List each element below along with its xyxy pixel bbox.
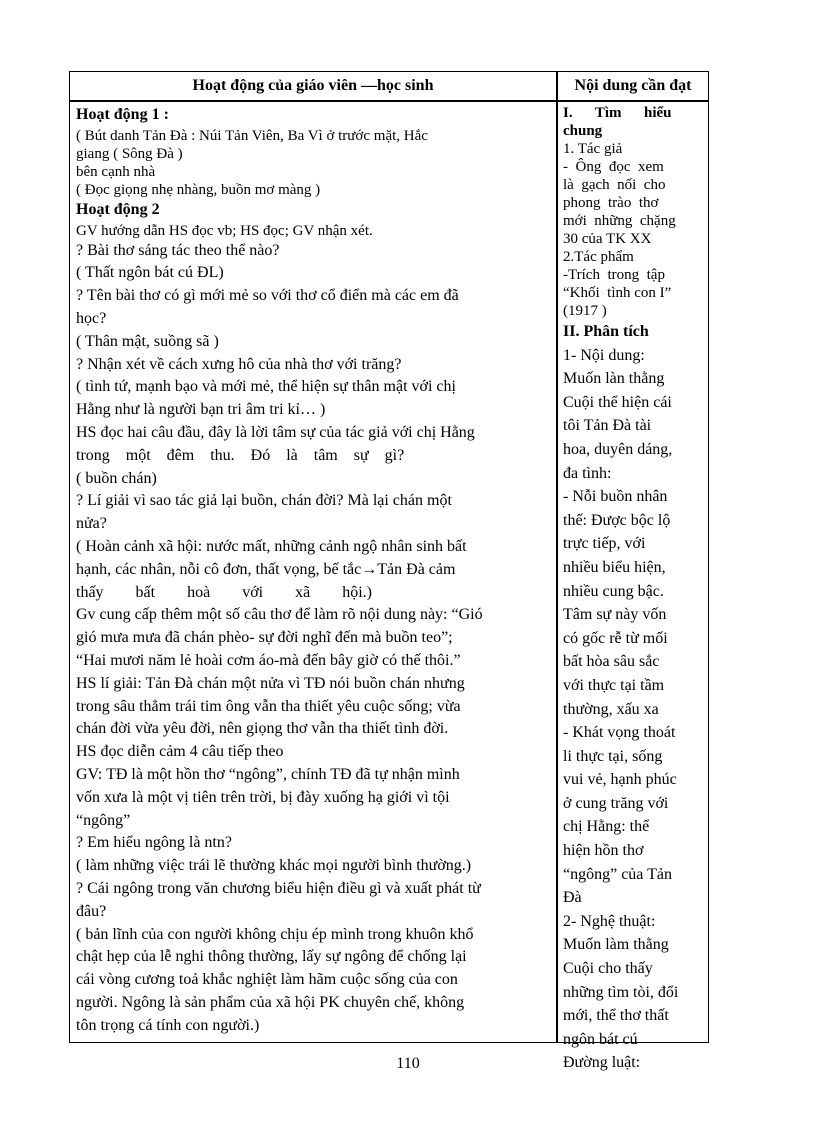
text-line: ? Bài thơ sáng tác theo thể nào? [76, 241, 280, 259]
text-line: “Hai mươi năm lẻ hoài cơm áo-mà đến bây giờ có thế thôi.” [76, 651, 461, 669]
text-line: hạnh, các nhân, nỗi cô đơn, thất vọng, bế tắc→Tản Đà cảm [76, 560, 456, 578]
text-line: ( Đọc giọng nhẹ nhàng, buồn mơ màng ) [76, 181, 321, 198]
text-line: chán đời vừa yêu đời, nên giọng thơ vẫn tha thiết tình đời. [76, 720, 449, 738]
text-line: Đà [563, 889, 582, 907]
text-line: - Ông đọc xem [563, 159, 664, 175]
text-line: nửa? [76, 515, 107, 533]
text-line: 2- Nghệ thuật: [563, 912, 656, 930]
text-line: bên cạnh nhà [76, 163, 156, 180]
text-line: gió mưa mưa đã chán phèo- sự đời nghĩ đến mà buồn teo”; [76, 629, 453, 647]
text-line: 2.Tác phẩm [563, 249, 634, 265]
text-line: ( Bút danh Tản Đà : Núi Tản Viên, Ba Vì ở trước mặt, Hắc [76, 127, 428, 144]
text-line: Hoạt động 1 : [76, 106, 169, 123]
text-line: ? Tên bài thơ có gì mới mẻ so với thơ cổ điển mà các em đã [76, 287, 459, 305]
text-line: chị Hằng: thể [563, 818, 650, 836]
text-line: HS đọc hai câu đầu, đây là lời tâm sự của tác giả với chị Hằng [76, 423, 475, 441]
text-line: ? Cái ngông trong văn chương biểu hiện điều gì và xuất phát từ [76, 879, 481, 897]
text-line: có gốc rễ từ mối [563, 629, 668, 647]
text-line: (1917 ) [563, 303, 607, 319]
page-number: 110 [396, 1055, 420, 1072]
text-line: nhiều biểu hiện, [563, 558, 666, 576]
text-line: trực tiếp, với [563, 535, 646, 553]
text-line: HS đọc diễn cảm 4 câu tiếp theo [76, 743, 284, 761]
text-line: trong sâu thẳm trái tim ông vẫn tha thiết yêu cuộc sống; vừa [76, 697, 461, 715]
text-line: - Nỗi buồn nhân [563, 488, 668, 506]
text-line: ( Hoàn cảnh xã hội: nước mất, những cảnh ngộ nhân sinh bất [76, 537, 467, 555]
text-line: nhiều cung bậc. [563, 582, 664, 600]
text-line: 1- Nội dung: [563, 346, 645, 364]
text-line: 1. Tác giả [563, 141, 623, 157]
text-line: ngôn bát cú [563, 1030, 638, 1048]
text-line: ( bản lĩnh của con người không chịu ép mình trong khuôn khổ [76, 925, 474, 943]
text-line: thường, xấu xa [563, 700, 659, 718]
text-line: HS lí giải: Tản Đà chán một nửa vì TĐ nói buồn chán nhưng [76, 674, 465, 692]
text-line: phong trào thơ [563, 195, 659, 211]
text-line: là gạch nối cho [563, 177, 666, 193]
text-line: 30 của TK XX [563, 231, 652, 247]
text-line: hoa, duyên dáng, [563, 440, 673, 458]
text-line: chung [563, 123, 603, 139]
right-column-content [563, 104, 705, 1075]
text-line: mới những chặng [563, 213, 676, 229]
text-line: người. Ngông là sản phẩm của xã hội PK chuyên chế, không [76, 993, 465, 1011]
text-line: ? Nhận xét về cách xưng hô của nhà thơ với trăng? [76, 355, 402, 373]
text-line: Hằng như là người bạn tri âm tri kỉ… ) [76, 401, 326, 419]
text-line: cái vòng cương toả khắc nghiệt làm hãm cuộc sống của con [76, 971, 458, 989]
text-line: “ngông” của Tản [563, 865, 672, 883]
text-line: hiện hồn thơ [563, 842, 644, 860]
text-line: GV hướng dẫn HS đọc vb; HS đọc; GV nhận xét. [76, 222, 373, 239]
text-line: giang ( Sông Đà ) [76, 145, 183, 162]
text-line: vui vẻ, hạnh phúc [563, 771, 677, 789]
text-line: Gv cung cấp thêm một số câu thơ để làm rõ nội dung này: “Gió [76, 606, 483, 624]
text-line: Muốn làn thằng [563, 370, 665, 388]
text-line: li thực tại, sống [563, 747, 663, 765]
text-line: “Khối tình con I” [563, 285, 672, 301]
left-column-activities [76, 104, 552, 1037]
text-line: “ngông” [76, 811, 131, 829]
text-line: ở cung trăng với [563, 794, 669, 812]
text-line: Đường luật: [563, 1054, 641, 1072]
text-line: tôi Tản Đà tài [563, 417, 652, 435]
text-line: ( làm những việc trái lẽ thường khác mọi người bình thường.) [76, 857, 472, 875]
text-line: GV: TĐ là một hồn thơ “ngông”, chính TĐ đã tự nhận mình [76, 765, 460, 783]
text-line: ? Em hiểu ngông là ntn? [76, 834, 232, 852]
text-line: II. Phân tích [563, 323, 649, 340]
header-required-content: Nội dung cần đạt [574, 77, 692, 94]
text-line: ( buồn chán) [76, 469, 157, 487]
text-line: - Khát vọng thoát [563, 724, 676, 742]
text-line: đa tình: [563, 464, 612, 482]
text-line: ( Thất ngôn bát cú ĐL) [76, 264, 224, 282]
text-line: vốn xưa là một vị tiên trên trời, bị đày xuống hạ giới vì tội [76, 788, 450, 806]
text-line: Tâm sự này vốn [563, 606, 667, 624]
table-header-row [70, 72, 708, 102]
text-line: Cuội thể hiện cái [563, 393, 672, 411]
text-line: I. Tìm hiểu [563, 105, 672, 121]
text-line: học? [76, 309, 107, 327]
text-line: -Trích trong tập [563, 267, 665, 283]
text-line: với thực tại tầm [563, 676, 665, 694]
text-line: ? Lí giải vì sao tác giả lại buồn, chán đời? Mà lại chán một [76, 492, 452, 510]
text-line: Cuội cho thấy [563, 960, 653, 978]
text-line: trong một đêm thu. Đó là tâm sự gì? [76, 446, 405, 464]
text-line: Hoạt động 2 [76, 200, 160, 218]
text-line: thấy bất hoà với xã hội.) [76, 583, 372, 601]
text-line: chật hẹp của lễ nghi thông thường, lấy sự ngông để chống lại [76, 948, 467, 966]
text-line: đâu? [76, 902, 107, 920]
text-line: ( tình tứ, mạnh bạo và mới mẻ, thể hiện sự thân mật với chị [76, 378, 456, 396]
text-line: bất hòa sâu sắc [563, 653, 660, 671]
text-line: Muốn làm thằng [563, 936, 669, 954]
text-line: mới, thể thơ thất [563, 1007, 669, 1025]
text-line: những tìm tòi, đổi [563, 983, 679, 1001]
text-line: ( Thân mật, suồng sã ) [76, 332, 219, 350]
column-divider [556, 72, 558, 1042]
text-line: thế: Được bộc lộ [563, 511, 671, 529]
header-teacher-student-activities: Hoạt động của giáo viên —học sinh [192, 77, 434, 94]
text-line: tôn trọng cá tính con người.) [76, 1016, 260, 1034]
